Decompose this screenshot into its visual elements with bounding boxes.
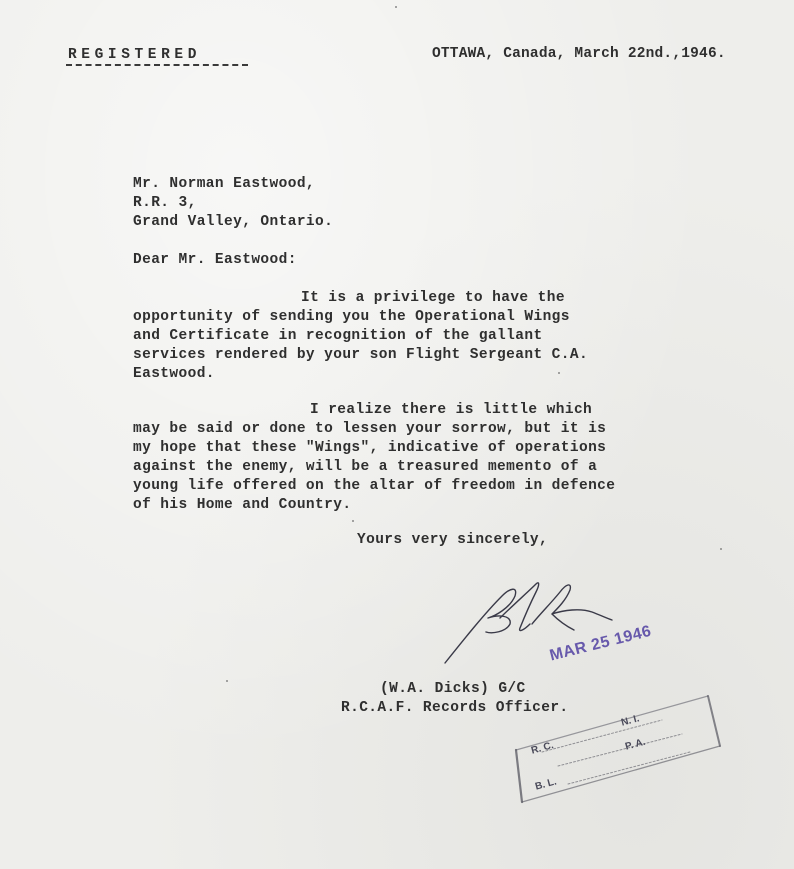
paragraph2-line: may be said or done to lessen your sorrow, but it is xyxy=(133,421,607,437)
address-route: R.R. 3, xyxy=(133,195,197,211)
paper-speck xyxy=(395,6,397,8)
address-town: Grand Valley, Ontario. xyxy=(133,214,334,230)
paragraph1-line: services rendered by your son Flight Sergeant C.A. xyxy=(133,347,589,363)
signer-name: (W.A. Dicks) G/C xyxy=(380,681,526,697)
registered-underline xyxy=(66,64,248,66)
paragraph2-line: my hope that these "Wings", indicative of operations xyxy=(133,440,607,456)
paper-speck xyxy=(720,548,722,550)
paragraph1-line: and Certificate in recognition of the gallant xyxy=(133,328,543,344)
paragraph1-line: Eastwood. xyxy=(133,366,215,382)
salutation: Dear Mr. Eastwood: xyxy=(133,252,297,268)
paragraph1-line: It is a privilege to have the xyxy=(301,290,565,306)
signer-title: R.C.A.F. Records Officer. xyxy=(341,700,569,716)
paragraph2-line: against the enemy, will be a treasured memento of a xyxy=(133,459,598,475)
closing: Yours very sincerely, xyxy=(357,532,549,548)
stamp-line: P. A. xyxy=(624,736,647,753)
paragraph2-line: young life offered on the altar of freedom in defence xyxy=(133,478,616,494)
registered-heading: REGISTERED xyxy=(68,47,202,63)
paragraph2-line: of his Home and Country. xyxy=(133,497,352,513)
stamp-line: B. L. xyxy=(534,776,558,793)
address-name: Mr. Norman Eastwood, xyxy=(133,176,316,192)
received-date-stamp: MAR 25 1946 xyxy=(548,622,654,665)
handwritten-signature xyxy=(440,578,630,668)
paper-speck xyxy=(558,372,560,374)
stamp-line: N. I. xyxy=(620,713,641,729)
paragraph1-line: opportunity of sending you the Operational Wings xyxy=(133,309,570,325)
paper-speck xyxy=(352,520,354,522)
dateline: OTTAWA, Canada, March 22nd.,1946. xyxy=(432,46,726,62)
stamp-line: R. C. xyxy=(530,740,555,757)
paragraph2-line: I realize there is little which xyxy=(310,402,593,418)
paper-speck xyxy=(226,680,228,682)
